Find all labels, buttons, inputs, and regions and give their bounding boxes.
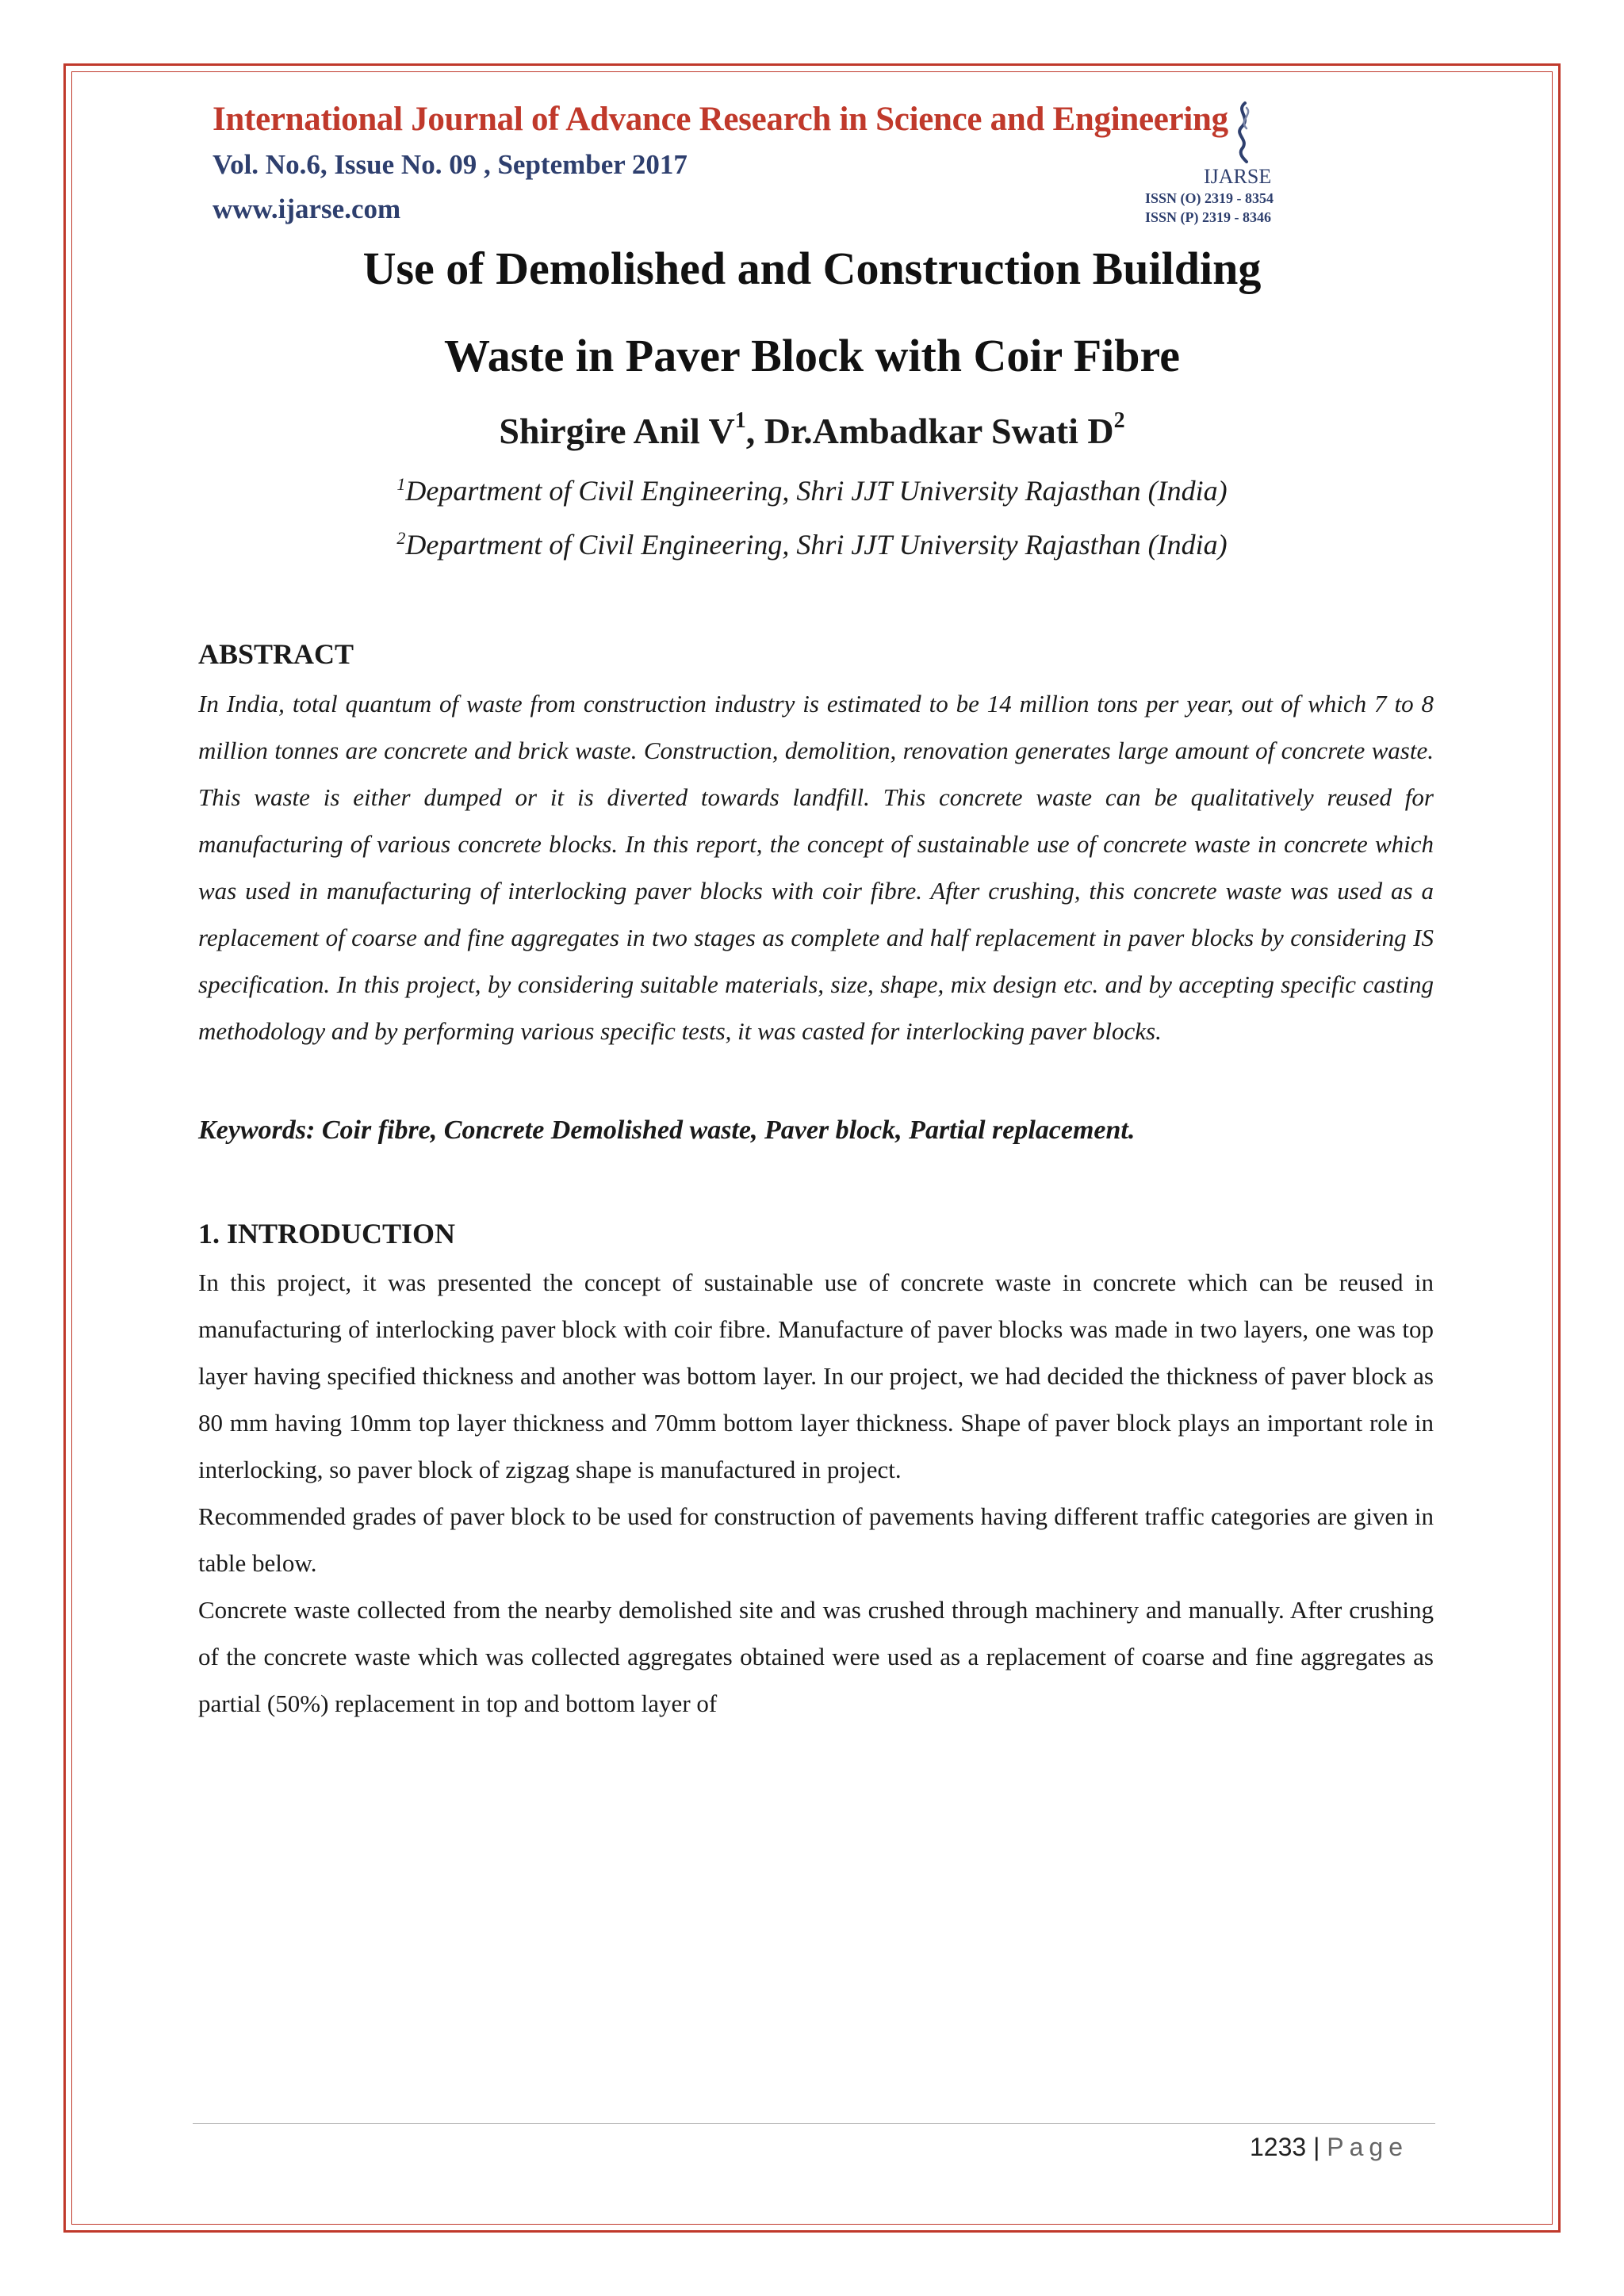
footer-separator: | bbox=[1306, 2133, 1327, 2161]
issn-print: ISSN (P) 2319 - 8346 bbox=[1145, 209, 1272, 225]
journal-volume: Vol. No.6, Issue No. 09 , September 2017 bbox=[213, 149, 688, 180]
page-label: Page bbox=[1327, 2133, 1409, 2161]
page-border-inner bbox=[71, 71, 1553, 2225]
abstract-text: In India, total quantum of waste from construction industry is estimated to be 14 million tons per year, out of which 7 to 8 million tonnes are concrete and brick waste. Construction, demolition, renovation generates large amount of concrete waste. This waste is either dumped or it is diverted towards landfill. This concrete waste can be qualitatively reused for manufacturing of various concrete blocks. In this report, the concept of sustainable use of concrete waste in concrete which was used in manufacturing of interlocking paver blocks with coir fibre. After crushing, this concrete waste was used as a replacement of coarse and fine aggregates in two stages as complete and half replacement in paver blocks by considering IS specification. In this project, by considering suitable materials, size, shape, mix design etc. and by accepting specific casting methodology and by performing various specific tests, it was casted for interlocking paver blocks. bbox=[198, 690, 1434, 1045]
author-name: Dr.Ambadkar Swati D bbox=[764, 411, 1114, 451]
author-affiliation-marker: 1 bbox=[734, 408, 746, 433]
introduction-body bbox=[198, 1259, 1434, 1727]
page-footer bbox=[1250, 2133, 1408, 2162]
journal-name: International Journal of Advance Research in Science and Engineering bbox=[213, 101, 1228, 138]
affiliation-1 bbox=[0, 474, 1624, 507]
affiliation-marker: 1 bbox=[396, 474, 406, 494]
author-name: Shirgire Anil V bbox=[499, 411, 735, 451]
introduction-paragraph: In this project, it was presented the concept of sustainable use of concrete waste in concrete which can be reused in manufacturing of interlocking paver block with coir fibre. Manufacture of paver blocks was made in two layers, one was top layer having specified thickness and another was bottom layer. In our project, we had decided the thickness of paver block as 80 mm having 10mm top layer thickness and 70mm bottom layer thickness. Shape of paver block plays an important role in interlocking, so paver block of zigzag shape is manufactured in project. bbox=[198, 1269, 1434, 1483]
issn-online: ISSN (O) 2319 - 8354 bbox=[1145, 190, 1274, 206]
keywords: Keywords: Coir fibre, Concrete Demolished waste, Paver block, Partial replacement. bbox=[198, 1115, 1136, 1145]
author-separator: , bbox=[745, 411, 764, 451]
affiliation-marker: 2 bbox=[396, 528, 406, 548]
page-number: 1233 bbox=[1250, 2133, 1307, 2161]
journal-logo-text: IJARSE bbox=[1204, 165, 1272, 188]
introduction-paragraph: Concrete waste collected from the nearby demolished site and was crushed through machinery and manually. After crushing of the concrete waste which was collected aggregates obtained were used as a replacement of coarse and fine aggregates as partial (50%) replacement in top and bottom layer of bbox=[198, 1596, 1434, 1717]
affiliation-text: Department of Civil Engineering, Shri JJT University Rajasthan (India) bbox=[405, 529, 1228, 561]
abstract-heading: ABSTRACT bbox=[198, 638, 354, 670]
footer-divider bbox=[193, 2123, 1435, 2124]
affiliation-2 bbox=[0, 528, 1624, 561]
paper-title-line-2: Waste in Paver Block with Coir Fibre bbox=[444, 330, 1180, 381]
journal-logo-icon bbox=[1228, 100, 1259, 163]
affiliation-text: Department of Civil Engineering, Shri JJT University Rajasthan (India) bbox=[405, 475, 1228, 507]
paper-title-line-1: Use of Demolished and Construction Building bbox=[362, 243, 1262, 294]
introduction-paragraph: Recommended grades of paver block to be used for construction of pavements having different traffic categories are given in table below. bbox=[198, 1502, 1434, 1577]
author-affiliation-marker: 2 bbox=[1113, 408, 1125, 433]
author-list bbox=[0, 410, 1624, 452]
introduction-heading: 1. INTRODUCTION bbox=[198, 1218, 456, 1249]
journal-website: www.ijarse.com bbox=[213, 193, 401, 224]
